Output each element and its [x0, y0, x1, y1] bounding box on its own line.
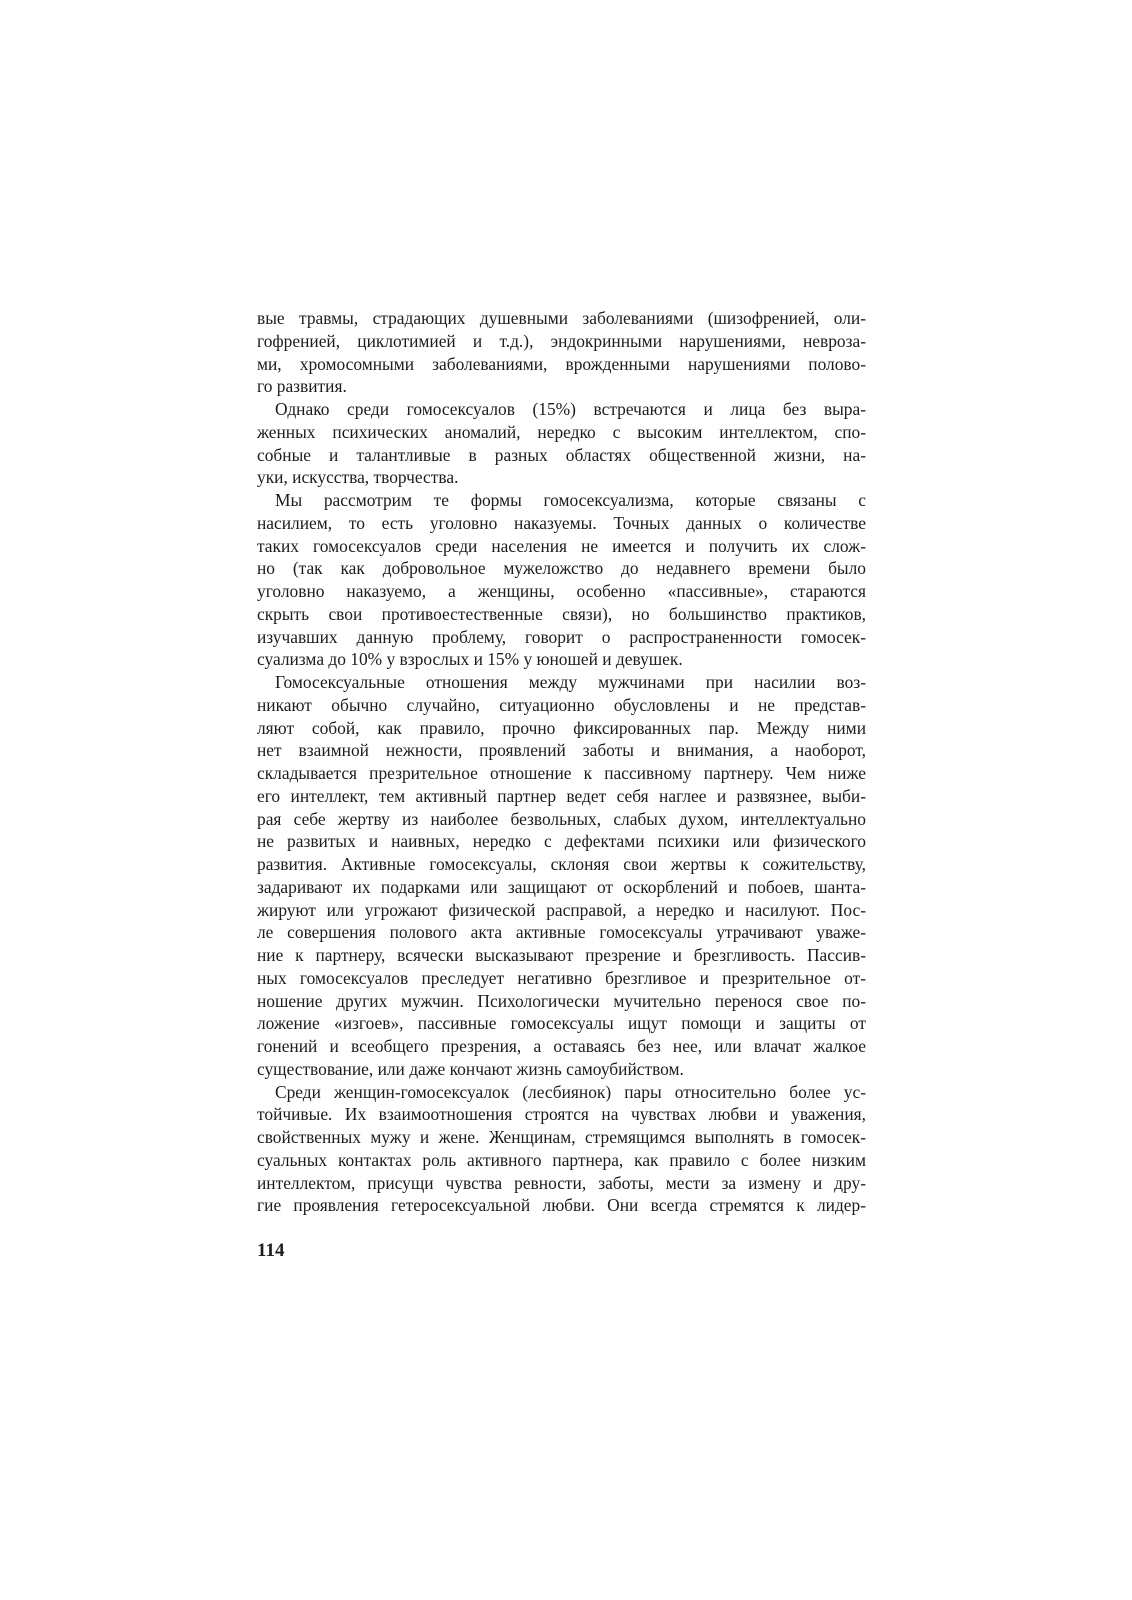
text-line: таких гомосексуалов среди населения не имеется и получить их слож- [257, 535, 866, 556]
text-line: ных гомосексуалов преследует негативно брезгливое и презрительное от- [257, 967, 866, 988]
text-line: ми, хромосомными заболеваниями, врожденными нарушениями полово- [257, 353, 866, 374]
text-line: свойственных мужу и жене. Женщинам, стремящимся выполнять в гомосек- [257, 1127, 866, 1147]
text-line: складывается презрительное отношение к пассивному партнеру. Чем ниже [257, 763, 866, 783]
text-line: но (так как добровольное мужеложство до недавнего времени было [257, 558, 866, 579]
text-line: ляют собой, как правило, прочно фиксированных пар. Между ними [257, 717, 866, 738]
paragraph [257, 398, 866, 489]
text-line: гонений и всеобщего презрения, а оставаясь без нее, или влачат жалкое [257, 1036, 866, 1056]
text-line: тойчивые. Их взаимоотношения строятся на чувствах любви и уважения, [257, 1104, 866, 1125]
text-line: уки, искусства, творчества. [257, 467, 459, 488]
text-line: го развития. [257, 376, 347, 397]
text-line: вые травмы, страдающих душевными заболеваниями (шизофренией, оли- [257, 308, 866, 328]
text-line: суальных контактах роль активного партнера, как правило с более низким [257, 1149, 866, 1170]
text-line: гие проявления гетеросексуальной любви. Они всегда стремятся к лидер- [257, 1195, 866, 1216]
text-line: Однако среди гомосексуалов (15%) встречаются и лица без выра- [275, 399, 866, 419]
text-line: гофренией, циклотимией и т.д.), эндокринными нарушениями, невроза- [257, 330, 866, 351]
text-line: никают обычно случайно, ситуационно обусловлены и не представ- [257, 694, 866, 715]
text-line: насилием, то есть уголовно наказуемы. Точных данных о количестве [257, 512, 866, 533]
text-line: нет взаимной нежности, проявлений заботы и внимания, а наоборот, [257, 740, 866, 761]
text-line: изучавших данную проблему, говорит о распространенности гомосек- [257, 626, 866, 647]
text-line: ле совершения полового акта активные гомосексуалы утрачивают уваже- [257, 922, 866, 943]
text-line: собные и талантливые в разных областях общественной жизни, на- [257, 444, 866, 465]
text-line: существование, или даже кончают жизнь самоубийством. [257, 1058, 684, 1079]
text-line: развития. Активные гомосексуалы, склоняя свои жертвы к сожительству, [257, 854, 866, 874]
text-line: Среди женщин-гомосексуалок (лесбиянок) пары относительно более ус- [275, 1081, 866, 1102]
text-line: ние к партнеру, всячески высказывают презрение и брезгливость. Пассив- [257, 945, 866, 965]
paragraph [257, 489, 866, 671]
text-line: ношение других мужчин. Психологически мучительно перенося свое по- [257, 990, 866, 1011]
text-line: задаривают их подарками или защищают от оскорблений и побоев, шанта- [257, 876, 866, 897]
body-text [257, 307, 866, 1217]
text-line: уголовно наказуемо, а женщины, особенно «пассивные», стараются [257, 581, 866, 601]
paragraph [257, 307, 866, 398]
text-line: женных психических аномалий, нередко с высоким интеллектом, спо- [257, 421, 866, 442]
text-line: рая себе жертву из наиболее безвольных, слабых духом, интеллектуально [257, 808, 866, 829]
text-line: суализма до 10% у взрослых и 15% у юношей и девушек. [257, 649, 683, 670]
text-line: не развитых и наивных, нередко с дефектами психики или физического [257, 831, 866, 852]
page-number: 114 [257, 1240, 285, 1261]
text-line: ложение «изгоев», пассивные гомосексуалы ищут помощи и защиты от [257, 1013, 866, 1034]
text-line: Гомосексуальные отношения между мужчинами при насилии воз- [275, 672, 866, 692]
text-line: его интеллект, тем активный партнер ведет себя наглее и развязнее, выби- [257, 785, 866, 806]
text-line: жируют или угрожают физической расправой, а нередко и насилуют. Пос- [257, 899, 866, 920]
text-line: интеллектом, присущи чувства ревности, заботы, мести за измену и дру- [257, 1172, 866, 1193]
paragraph [257, 1081, 866, 1218]
text-line: Мы рассмотрим те формы гомосексуализма, которые связаны с [275, 490, 866, 510]
text-line: скрыть свои противоестественные связи), но большинство практиков, [257, 603, 866, 624]
paragraph [257, 671, 866, 1081]
